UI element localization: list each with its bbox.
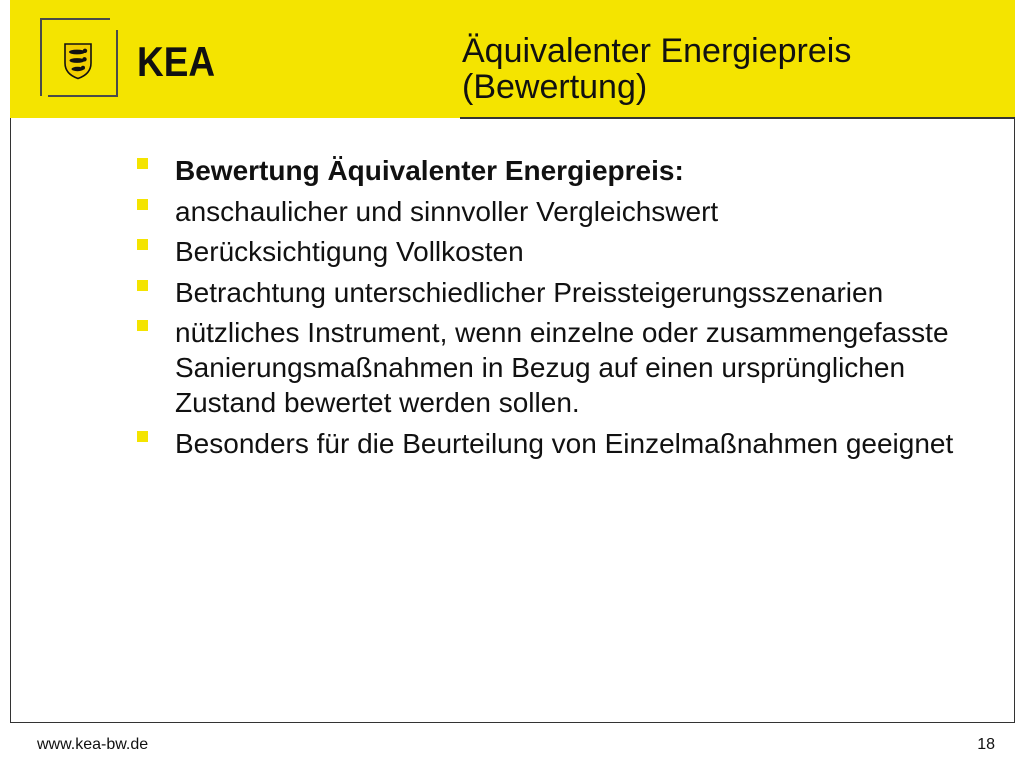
bullet-item [137,194,975,229]
square-bullet-icon [137,199,148,210]
page-number: 18 [977,736,995,753]
bullet-text: nützliches Instrument, wenn einzelne oder zusammengefasste Sanierungsmaßnahmen in Bezug auf einen ursprünglichen Zustand bewertet werden sollen. [175,317,949,418]
bullet-item [137,275,975,310]
bullet-item [137,153,975,188]
bullet-text: anschaulicher und sinnvoller Vergleichswert [175,195,719,227]
bullet-text: Besonders für die Beurteilung von Einzelmaßnahmen geeignet [175,427,954,459]
bullet-text: Bewertung Äquivalenter Energiepreis: [175,155,684,186]
bullet-text: Berücksichtigung Vollkosten [175,236,524,267]
slide-title: Äquivalenter Energiepreis (Bewertung) [462,32,852,106]
logo-text: KEA [137,38,216,85]
bullet-item [137,234,975,269]
bullet-item [137,315,975,420]
square-bullet-icon [137,280,148,291]
bullet-text: Betrachtung unterschiedlicher Preissteigerungsszenarien [175,276,884,308]
bullet-list [137,153,975,461]
square-bullet-icon [137,158,148,169]
square-bullet-icon [137,239,148,250]
footer-url: www.kea-bw.de [37,736,149,753]
square-bullet-icon [137,431,148,442]
coat-of-arms-icon [63,42,93,80]
square-bullet-icon [137,320,148,331]
bullet-item [137,426,975,461]
